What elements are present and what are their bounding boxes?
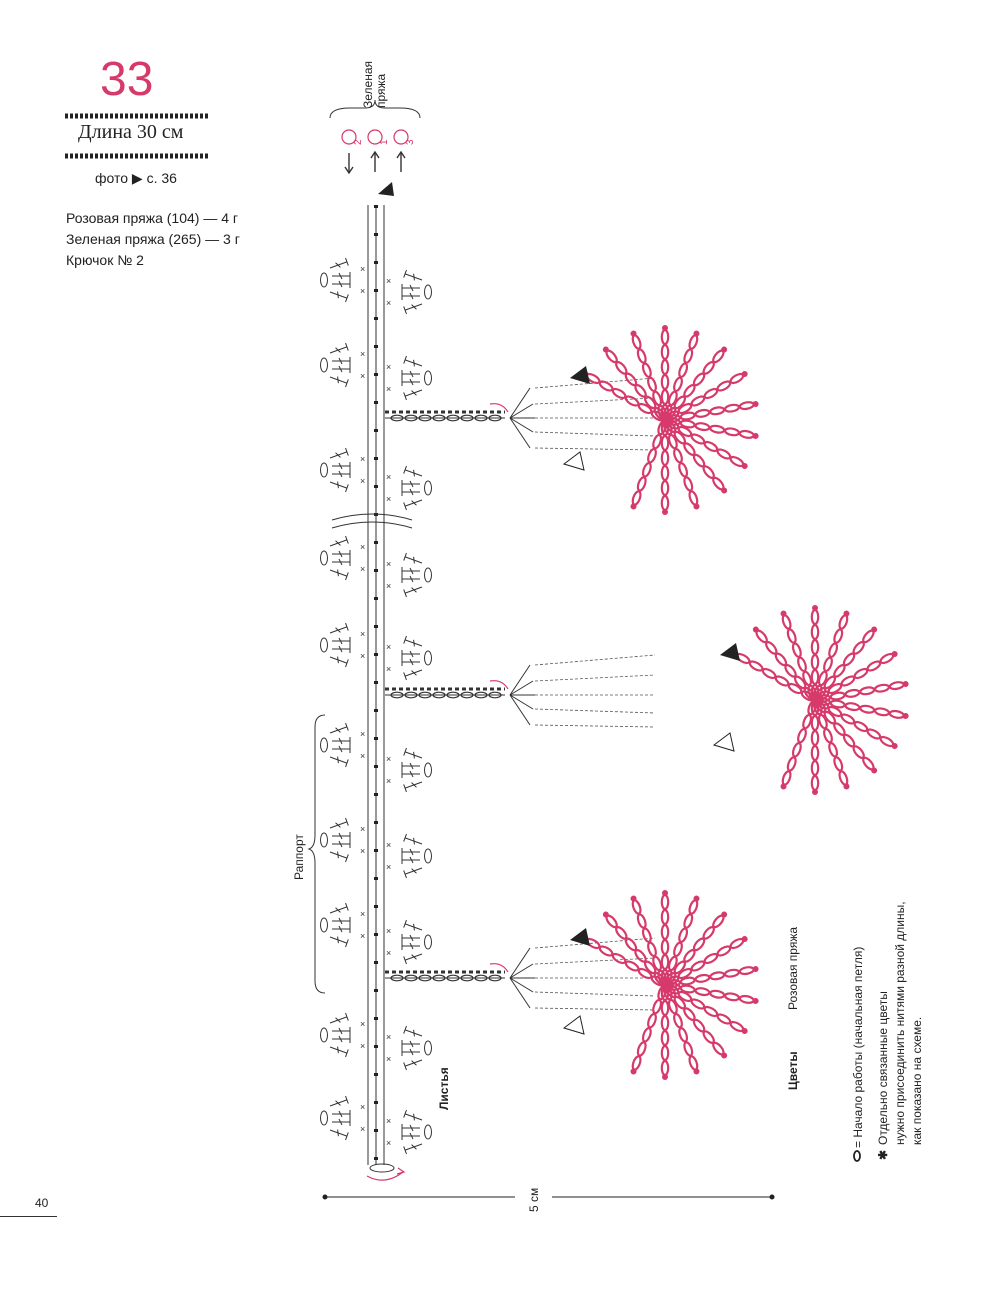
flowers-yarn-label: Розовая пряжа [786, 926, 800, 1010]
row-marker-2 [342, 130, 356, 173]
material-hook: Крючок № 2 [66, 252, 144, 268]
green-yarn-label: Зеленая пряжа [361, 61, 388, 108]
pattern-number: 33 [100, 53, 154, 106]
start-arrow-icon [378, 182, 394, 196]
page-number-rule [0, 1216, 57, 1217]
pattern-length: Длина 30 см [78, 121, 184, 143]
scale-bar [323, 1195, 775, 1200]
row-marker-3 [394, 130, 408, 172]
leaf-stem [368, 205, 384, 1165]
row-marker-1-label: 1 [379, 139, 390, 145]
material-pink-yarn: Розовая пряжа (104) — 4 г [66, 210, 239, 226]
start-loop-icon [854, 1151, 860, 1161]
separate-note-line-2: нужно присоединить нитями разной длины, [893, 901, 907, 1145]
flower-bottom [564, 890, 759, 1080]
page-number: 40 [35, 1196, 49, 1210]
start-note: = Начало работы (начальная петля) [851, 946, 865, 1148]
flower-top [564, 325, 759, 515]
crochet-diagram: × [0, 0, 997, 1295]
row-marker-1 [368, 130, 382, 172]
row-marker-2-label: 2 [353, 139, 364, 145]
separate-note-line-3: как показано на схеме. [910, 1016, 924, 1145]
row-marker-3-label: 3 [405, 139, 416, 145]
separate-note-line-1: Отдельно связанные цветы [876, 991, 890, 1145]
leaves-label: Листья [437, 1067, 451, 1110]
photo-reference: фото ▶ с. 36 [95, 170, 177, 186]
flowers-label: Цветы [786, 1051, 800, 1090]
material-green-yarn: Зеленая пряжа (265) — 3 г [66, 231, 240, 247]
repeat-label: Раппорт [292, 834, 306, 880]
flower-middle [714, 605, 909, 795]
scale-label: 5 см [527, 1187, 541, 1212]
asterisk-icon: ✱ [876, 1149, 890, 1160]
